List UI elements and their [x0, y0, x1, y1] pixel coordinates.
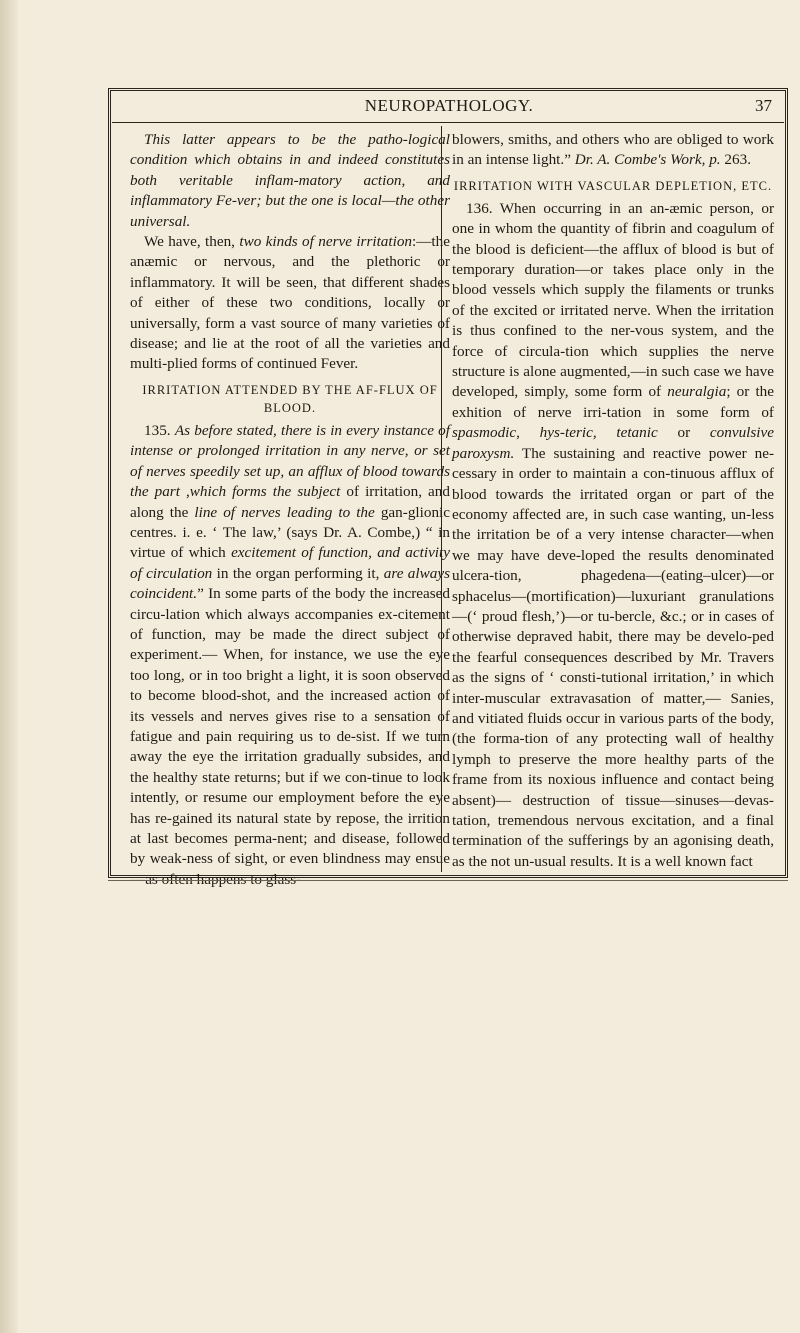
- emphasis: two kinds of nerve irritation: [239, 233, 413, 251]
- text-run: 263.: [720, 151, 751, 169]
- emphasis: neuralgia: [667, 383, 727, 401]
- paragraph-number: 135.: [144, 421, 175, 439]
- emphasis: convulsive paroxysm.: [452, 424, 775, 462]
- running-title: NEUROPATHOLOGY.: [364, 96, 534, 115]
- citation: Dr. A. Combe's Work, p.: [574, 151, 721, 169]
- emphasis: are always coincident.: [130, 564, 450, 603]
- paragraph-135: [130, 421, 450, 890]
- text-run: :—the anæmic or nervous, and the plethoric or inflammatory. It will be seen, that different shades of either of these two conditions, locally or universally, form a vast source of many varieties of disease; and lie at the root of all the varieties and multi-plied forms of continued Fever.: [130, 233, 450, 373]
- paragraph-136: [452, 199, 774, 872]
- left-column: [130, 130, 450, 890]
- page-edge: [0, 0, 18, 1333]
- text-run: The sustaining and reactive power ne-cessary in order to maintain a con-tinuous afflux of blood towards the irritated organ or part of the economy affected are, in such case wanting, un-less the irritation be of a very intense character—when we may have deve-loped the results denominated ulcera-tion, phagedena—(eating–ulcer)—or sphacelus—(mortification)—luxuriant granulations—(‘ proud flesh,’)—or tu-bercle, &c.; or in cases of otherwise depraved habit, there may be develo-ped the fearful consequences described by Mr. Travers as the signs of ‘ consti-tutional irritation,’ in which inter-muscular extravasation of matter,— Sanies, and vitiated fluids occur in various parts of the body, (the forma-tion of any protecting wall of healthy lymph to preserve the more healthy parts of the frame from its noxious influence and contact being absent)— destruction of tissue—sinuses—devas-tation, tremendous nervous excitation, and a final termination of the sufferings by an agonising death, as the not un-usual results. It is a well known fact: [452, 444, 774, 870]
- text-run: We have, then,: [144, 233, 240, 251]
- text-run: gan-glionic centres. i. e. ‘ The law,’ (says Dr. A. Combe,) “ in virtue of which: [130, 503, 450, 562]
- right-column: [452, 130, 774, 872]
- text-run: blowers, smiths, and others who are obliged to work in an intense light.”: [452, 131, 774, 169]
- page-number: 37: [755, 96, 772, 115]
- emphasis: As before stated, there is in every instance of intense or prolonged irritation in any nerve, or set of nerves speedily set up, an afflux of blood towards the part ,which forms the subject: [130, 421, 451, 501]
- header-rule: [112, 122, 784, 123]
- text-run: 136. When occurring in an an-æmic person, or one in whom the quantity of fibrin and coagulum of the blood is deficient—the afflux of blood is but of temporary duration—or takes place only in the blood vessels which supply the filaments or trunks of the excited or irritated nerve. When the irritation is thus confined to the ner-vous system, and the force of circula-tion which supplies the nerve structure is alone augmented,—in such case we have developed, simply, some form of: [452, 199, 774, 401]
- section-heading-afflux: IRRITATION ATTENDED BY THE AF-FLUX OF BLOOD.: [142, 382, 438, 415]
- text-run: of irritation, and along the: [130, 483, 450, 521]
- emphasis: line of nerves leading to the: [194, 503, 375, 521]
- text-run: in the organ performing it,: [212, 564, 384, 582]
- text-run: ; or the exhition of nerve irri-tation in some form of: [452, 383, 774, 421]
- text-run: ” In some parts of the body the increased circu-lation which always accompanies ex-citement of function, may be made the direct subject of experiment.— When, for instance, we use the eye too long, or in too bright a light, it is soon observed to become blood-shot, and the increased action of its vessels and nerves gives rise to a sensation of fatigue and pain requiring us to de-sist. If we turn away the eye the irritation gradually subsides, and the healthy state returns; but if we con-tinue to look intently, or resume our employment before the eye has re-gained its natural state by repose, the irrition at last becomes perma-nent; and disease, followed by weak-ness of sight, or even blindness may ensue—as often happens to glass-: [130, 585, 450, 888]
- emphasis: excitement of function, and activity of circulation: [130, 544, 450, 582]
- paragraph-continuation: [452, 130, 774, 171]
- bottom-rule: [108, 880, 788, 881]
- text-run: or: [657, 424, 710, 442]
- emphasis: spasmodic, hys-teric, tetanic: [452, 424, 658, 442]
- page-header: [118, 94, 780, 122]
- paragraph-intro: This latter appears to be the patho-logical condition which obtains in and indeed constitutes both veritable inflam-matory action, and inflammatory Fe-ver; but the one is local—the other universal.: [130, 131, 450, 230]
- section-heading-depletion: IRRITATION WITH VASCULAR DEPLETION, ETC.: [453, 178, 773, 193]
- paragraph-nerve-irritation: [130, 232, 450, 375]
- column-divider: [441, 126, 442, 872]
